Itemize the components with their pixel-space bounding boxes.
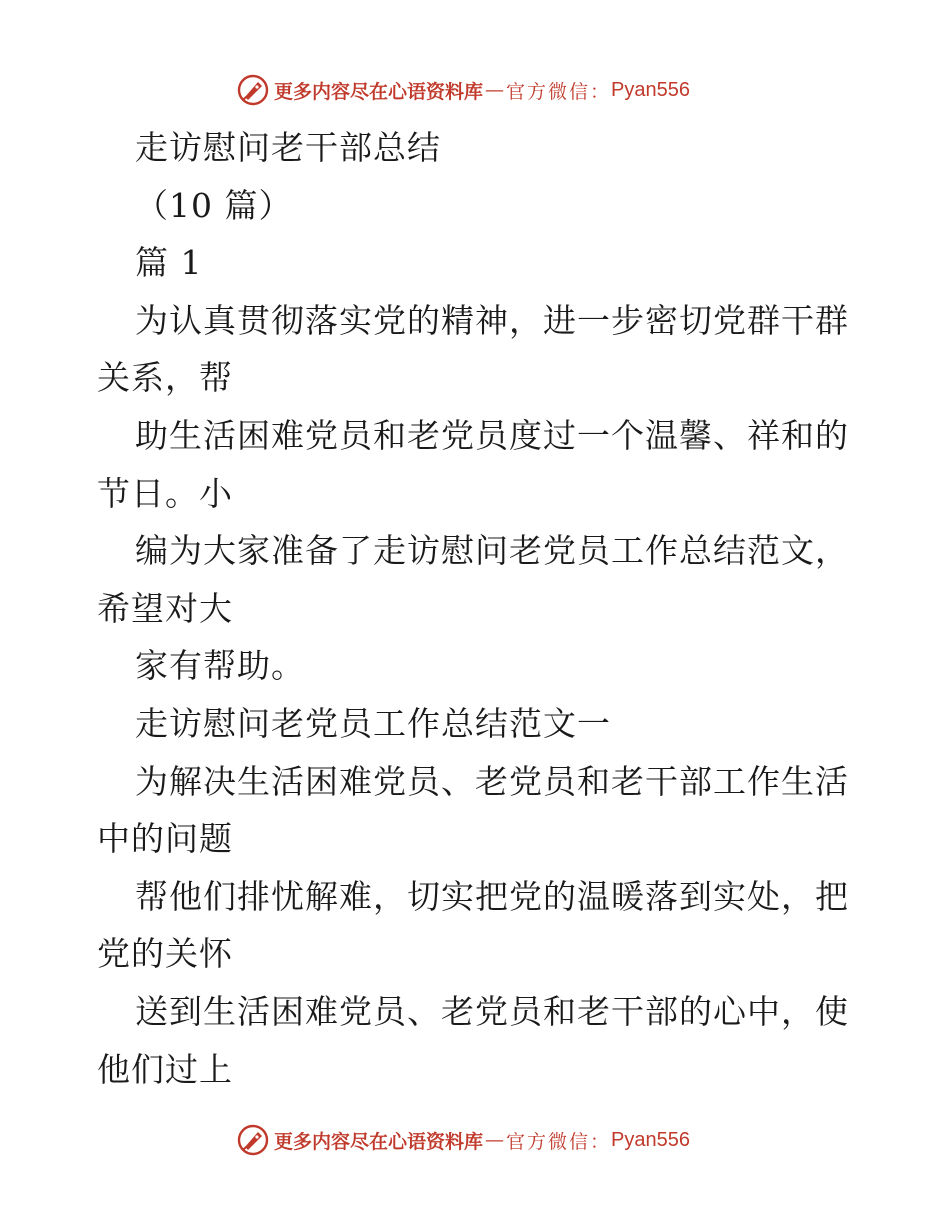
paragraph-line: 希望对大 — [97, 588, 233, 628]
paragraph-line: 为解决生活困难党员、老党员和老干部工作生活 — [135, 761, 849, 801]
section-heading: 篇 1 — [135, 243, 203, 283]
paragraph-line: 帮他们排忧解难，切实把党的温暖落到实处，把 — [135, 876, 849, 916]
paragraph-line: 家有帮助。 — [135, 646, 305, 686]
paragraph-line: 编为大家准备了走访慰问老党员工作总结范文， — [135, 531, 849, 571]
watermark-text: 更多内容尽在心语资料库 — [274, 1130, 484, 1153]
watermark-wechat-id: Pyan556 — [611, 1128, 690, 1151]
document-subtitle: （10 篇） — [135, 185, 293, 225]
footer-watermark — [236, 1122, 690, 1158]
pen-nib-logo-icon — [236, 73, 270, 107]
watermark-separator: — — [485, 79, 505, 101]
watermark-wechat-label: 官方微信： — [506, 80, 612, 103]
paragraph-line: 节日。小 — [97, 473, 233, 513]
subsection-heading: 走访慰问老党员工作总结范文一 — [135, 703, 611, 743]
paragraph-line: 他们过上 — [97, 1049, 233, 1089]
watermark-wechat-label: 官方微信： — [506, 1130, 612, 1153]
paragraph-line: 助生活困难党员和老党员度过一个温馨、祥和的 — [135, 415, 849, 455]
paragraph-line: 送到生活困难党员、老党员和老干部的心中，使 — [135, 991, 849, 1031]
paragraph-line: 为认真贯彻落实党的精神，进一步密切党群干群 — [135, 300, 849, 340]
watermark-wechat-id: Pyan556 — [611, 78, 690, 101]
watermark-separator: — — [485, 1129, 505, 1151]
paragraph-line: 关系，帮 — [97, 358, 233, 398]
paragraph-line: 中的问题 — [97, 819, 233, 859]
document-body — [97, 119, 857, 1098]
document-title: 走访慰问老干部总结 — [135, 128, 441, 167]
paragraph-line: 党的关怀 — [97, 934, 233, 974]
header-watermark — [236, 72, 690, 108]
pen-nib-logo-icon — [236, 1123, 270, 1157]
watermark-text: 更多内容尽在心语资料库 — [274, 80, 484, 103]
